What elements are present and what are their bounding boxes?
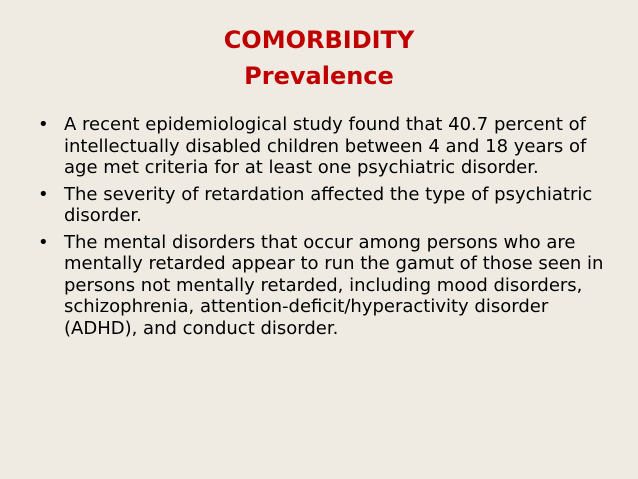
bullet-text: The severity of retardation affected the type of psychiatric disorder. <box>64 183 593 226</box>
bullet-marker: • <box>38 231 49 253</box>
slide-subtitle: Prevalence <box>244 62 394 90</box>
slide-title: COMORBIDITY <box>223 26 415 54</box>
slide-title-block <box>0 22 638 94</box>
bullet-item <box>38 184 613 227</box>
bullet-text: A recent epidemiological study found that 40.7 percent of intellectually disabled children between 4 and 18 years of age met criteria for at least one psychiatric disorder. <box>64 114 587 178</box>
bullet-marker: • <box>38 114 49 135</box>
bullet-marker: • <box>38 183 49 205</box>
bullet-text: The mental disorders that occur among persons who are mentally retarded appear to run the gamut of those seen in persons not mentally retarded, including mood disorders, schizophrenia, attention-deficit/hyperactivity disorder (ADHD), and conduct disorder. <box>64 231 604 339</box>
bullet-item <box>38 114 613 179</box>
bullet-list <box>38 114 613 344</box>
bullet-item <box>38 232 613 340</box>
